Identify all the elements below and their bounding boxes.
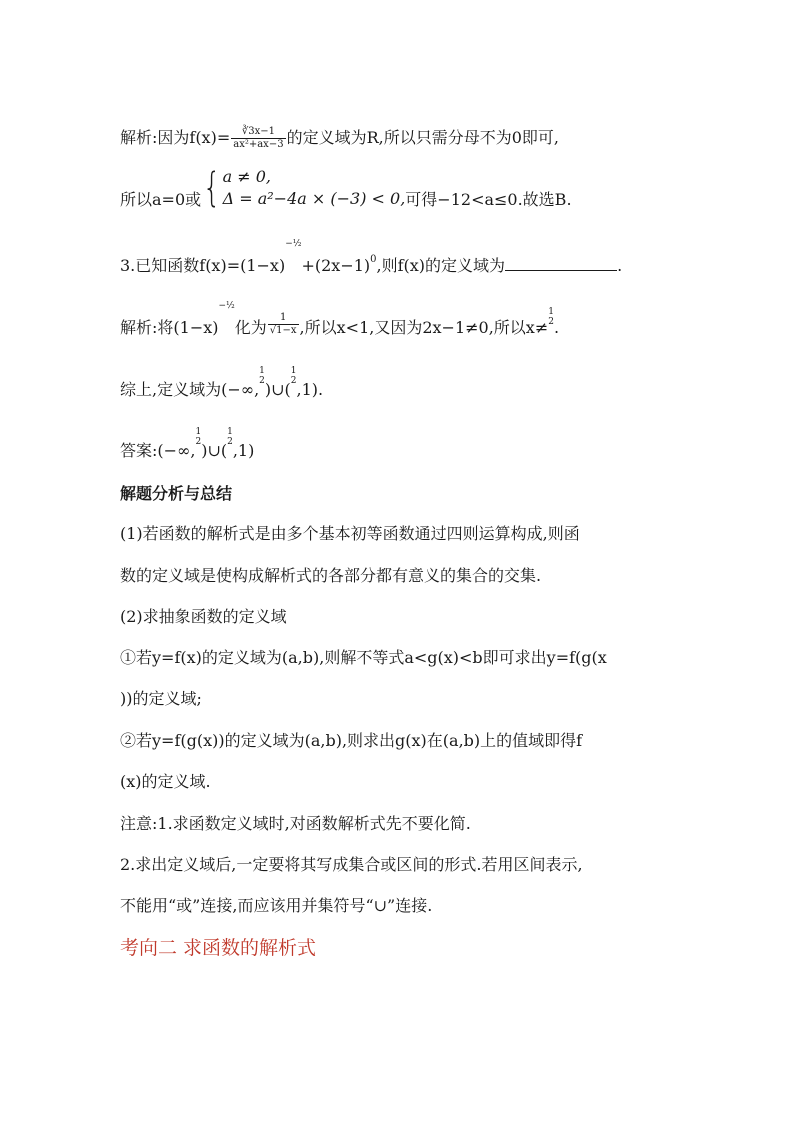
solution-line-1 — [120, 126, 559, 151]
answer-end: ,1) — [232, 441, 255, 460]
half-fraction: 1 2 — [548, 307, 554, 327]
cases-brace: { — [202, 165, 221, 211]
half-fraction: 1 2 — [227, 427, 233, 447]
half-fraction: 1 2 — [195, 427, 202, 447]
section-2-heading: 考向二 求函数的解析式 — [120, 937, 317, 959]
summary-p4-line2: (x)的定义域. — [120, 772, 211, 791]
solution-3-end: . — [553, 318, 560, 337]
solution-3-exponent: −½ — [218, 301, 235, 311]
note-2-line1: 2.求出定义域后,一定要将其写成集合或区间的形式.若用区间表示, — [120, 855, 583, 874]
solution-line-2 — [120, 166, 572, 210]
summary-p1-line2: 数的定义域是使构成解析式的各部分都有意义的集合的交集. — [120, 566, 542, 585]
domain-summary-prefix: 综上,定义域为(−∞, — [120, 380, 260, 399]
fraction-numerator: ∛3x−1 — [231, 126, 285, 139]
fraction-denominator: ax²+ax−3 — [233, 139, 284, 150]
domain-summary — [120, 366, 324, 400]
summary-p4-line1: ②若y=f(g(x))的定义域为(a,b),则求出g(x)在(a,b)上的值域即得f — [120, 731, 583, 750]
answer-line — [120, 427, 255, 461]
domain-summary-end: ,1). — [296, 380, 324, 399]
fraction-numerator: 1 — [268, 312, 299, 325]
question-3-mid: +(2x−1) — [301, 256, 371, 275]
case-1: a ≠ 0, — [222, 167, 271, 186]
fraction-denominator: √1−x — [269, 325, 297, 336]
answer-prefix: 答案:(−∞, — [120, 441, 196, 460]
domain-fraction — [231, 126, 285, 151]
question-3-suffix: ,则f(x)的定义域为 — [376, 256, 506, 275]
question-3-prefix: 3.已知函数f(x)=(1−x) — [120, 256, 286, 275]
solution-2-prefix: 所以a=0或 — [120, 190, 202, 209]
half-fraction: 1 2 — [259, 366, 265, 386]
summary-p1-line1: (1)若函数的解析式是由多个基本初等函数通过四则运算构成,则函 — [120, 524, 580, 543]
half-fraction: 1 2 — [290, 366, 297, 386]
summary-p2: (2)求抽象函数的定义域 — [120, 607, 287, 626]
note-1: 注意:1.求函数定义域时,对函数解析式先不要化简. — [120, 814, 471, 833]
exponent-zero: 0 — [370, 254, 377, 265]
summary-heading: 解题分析与总结 — [120, 484, 233, 503]
solution-3-prefix: 解析:将(1−x) — [120, 318, 219, 337]
solution-3-mid2: ,所以x<1,又因为2x−1≠0,所以x≠ — [299, 318, 549, 337]
solution-2-suffix: 可得−12<a≤0.故选B. — [405, 190, 572, 209]
solution-3-mid: 化为 — [234, 318, 267, 337]
note-2-line2: 不能用“或”连接,而应该用并集符号“∪”连接. — [120, 896, 433, 915]
reciprocal-sqrt-fraction — [268, 312, 299, 337]
exponent-neg-half: −½ — [285, 239, 302, 249]
solution-3 — [120, 301, 560, 341]
summary-p3-line2: ))的定义域; — [120, 689, 202, 708]
case-2: Δ = a²−4a × (−3) < 0, — [222, 189, 406, 208]
answer-blank — [505, 254, 617, 271]
solution-1-prefix: 解析:因为f(x)= — [120, 128, 231, 147]
cases-block — [223, 166, 406, 210]
union-symbol: )∪( — [264, 380, 291, 399]
summary-p3-line1: ①若y=f(x)的定义域为(a,b),则解不等式a<g(x)<b即可求出y=f(g(x — [120, 648, 607, 667]
union-symbol: )∪( — [201, 441, 228, 460]
question-3 — [120, 239, 623, 279]
question-3-end: . — [617, 256, 623, 275]
solution-1-suffix: 的定义域为R,所以只需分母不为0即可, — [286, 128, 559, 147]
